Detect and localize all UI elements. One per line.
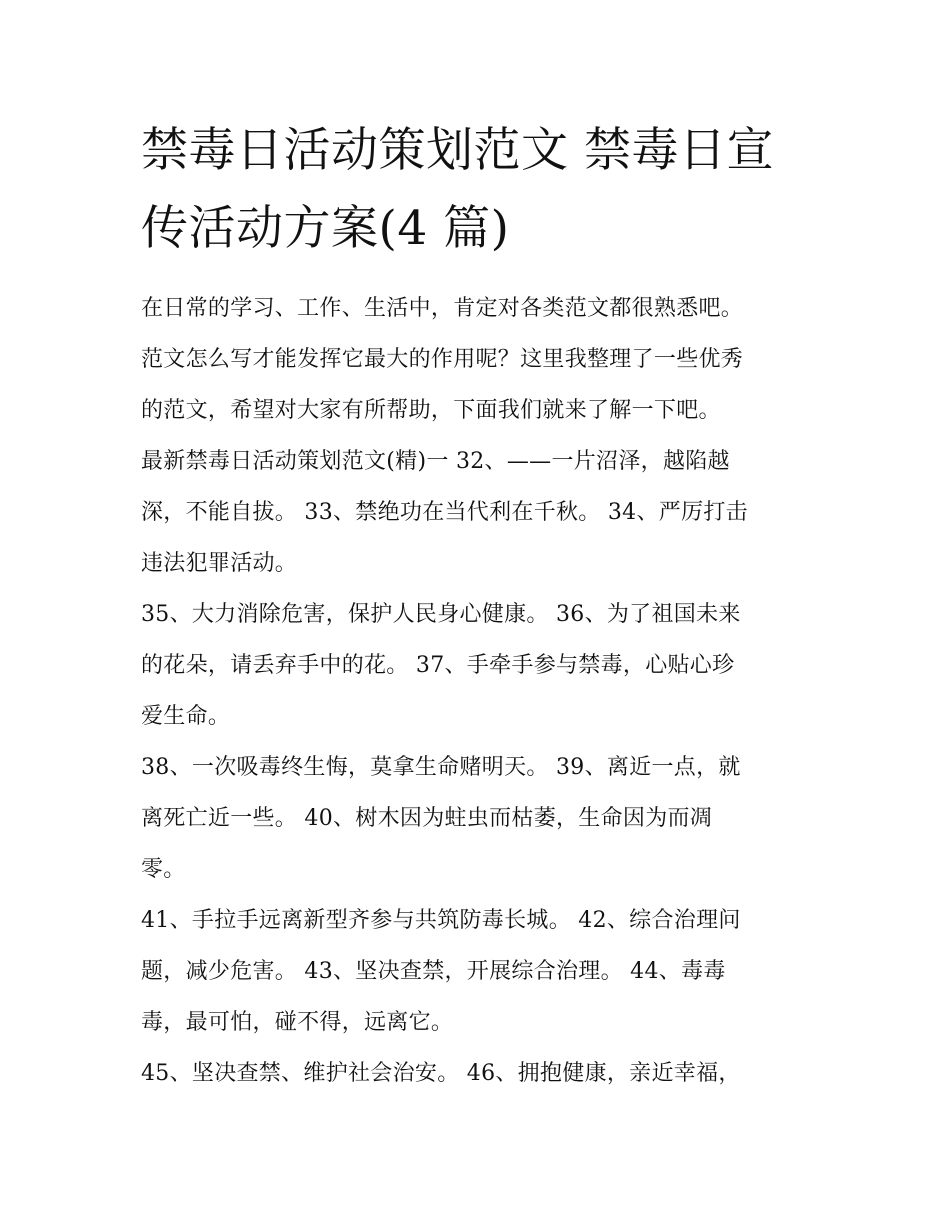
body-line: 在日常的学习、工作、生活中，肯定对各类范文都很熟悉吧。 <box>141 296 744 321</box>
body-line: 深，不能自拔。 33、禁绝功在当代利在千秋。 34、严厉打击 <box>141 500 748 525</box>
body-line: 的花朵，请丢弃手中的花。 37、手牵手参与禁毒，心贴心珍 <box>141 653 735 678</box>
document-page <box>141 112 821 1099</box>
body-line: 35、大力消除危害，保护人民身心健康。 36、为了祖国未来 <box>141 602 741 627</box>
body-line: 毒，最可怕，碰不得，远离它。 <box>141 1010 454 1035</box>
body-line: 范文怎么写才能发挥它最大的作用呢？这里我整理了一些优秀 <box>141 347 744 372</box>
document-title <box>141 112 821 268</box>
title-line-2: 传活动方案(4 篇) <box>141 201 510 256</box>
body-line: 离死亡近一些。 40、树木因为蛀虫而枯萎，生命因为而凋 <box>141 806 713 831</box>
body-line: 违法犯罪活动。 <box>141 551 298 576</box>
body-line: 41、手拉手远离新型齐参与共筑防毒长城。 42、综合治理问 <box>141 908 741 933</box>
body-line: 45、坚决查禁、维护社会治安。 46、拥抱健康，亲近幸福， <box>141 1061 741 1086</box>
body-line: 爱生命。 <box>141 704 231 729</box>
body-line: 零。 <box>141 857 186 882</box>
body-line: 最新禁毒日活动策划范文(精)一 32、——一片沼泽，越陷越 <box>141 449 730 474</box>
body-line: 题，减少危害。 43、坚决查禁，开展综合治理。 44、毒毒 <box>141 959 726 984</box>
title-line-1: 禁毒日活动策划范文 禁毒日宣 <box>141 123 774 178</box>
body-line: 的范文，希望对大家有所帮助，下面我们就来了解一下吧。 <box>141 398 721 423</box>
document-body <box>141 283 821 1099</box>
body-line: 38、一次吸毒终生悔，莫拿生命赌明天。 39、离近一点，就 <box>141 755 741 780</box>
